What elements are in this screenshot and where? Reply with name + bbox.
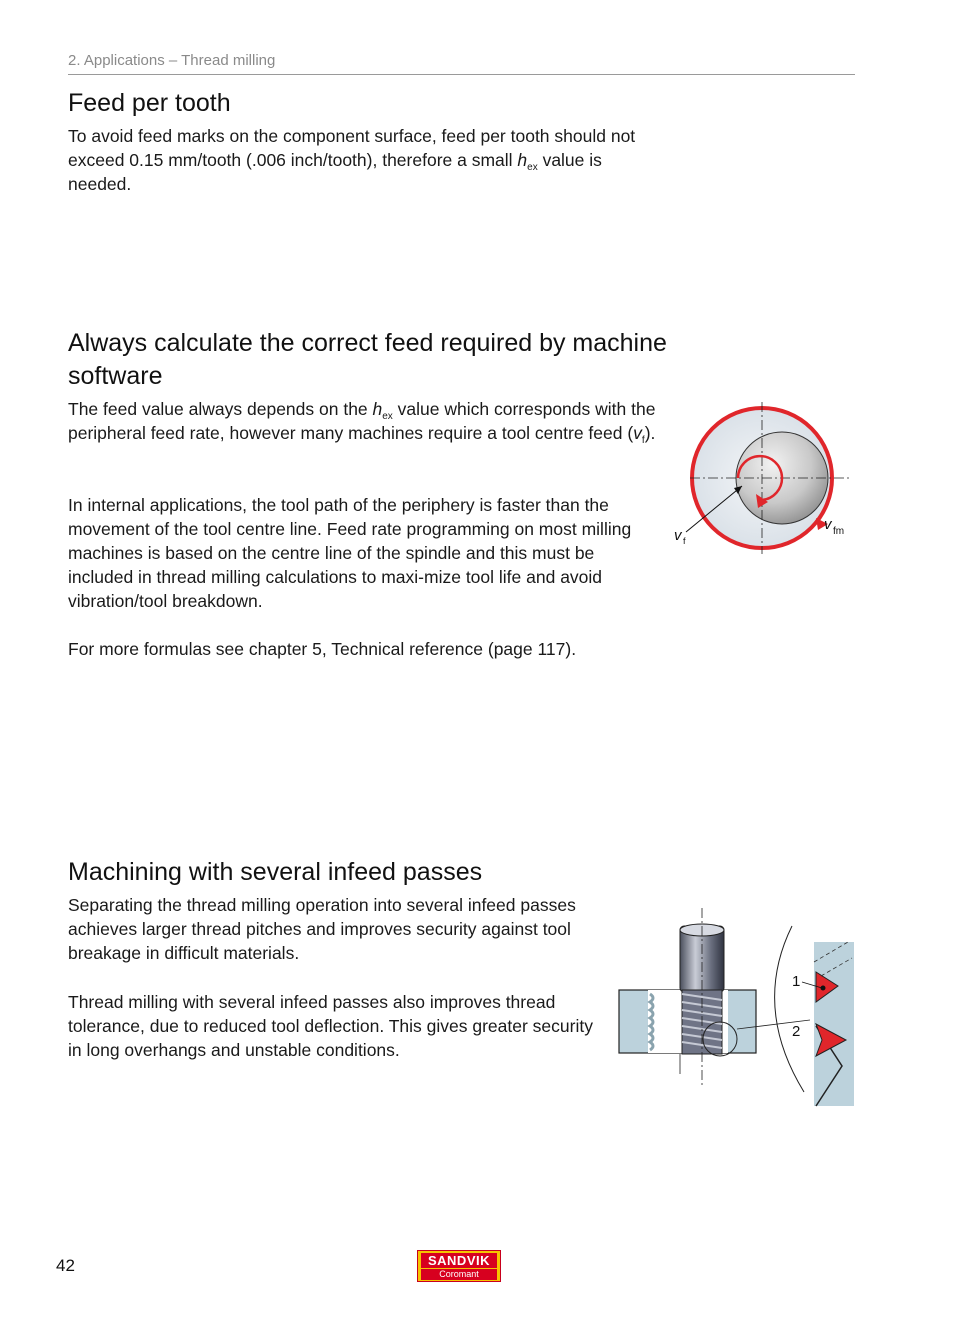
- vfm-label-var: v: [824, 516, 832, 533]
- infeed-passes-diagram: [616, 902, 858, 1112]
- section2-paragraph-1: The feed value always depends on the $h_{ex}$ value which corresponds with the peripheral feed rate, however many machines require a tool centre feed $(v_f)$.: [68, 399, 656, 446]
- logo-subbrand: Coromant: [421, 1269, 497, 1280]
- section3-paragraph-1: Separating the thread milling operation into several infeed passes achieves larger thread pitches and improves security against tool breakage in difficult materials.: [68, 895, 576, 963]
- logo-wordmark: SANDVIK: [421, 1253, 497, 1268]
- page-number: 42: [56, 1256, 75, 1275]
- section2-paragraph-3: For more formulas see chapter 5, Technical reference (page 117).: [68, 639, 577, 659]
- sandvik-coromant-logo: [417, 1250, 501, 1282]
- pass-2-label: 2: [792, 1023, 801, 1040]
- vfm-label-sub: fm: [833, 526, 845, 537]
- vf-label-var: v: [674, 527, 682, 544]
- vf-label-sub: f: [683, 536, 686, 546]
- section-title-calculate-feed: Always calculate the correct feed required by machine software: [68, 329, 667, 390]
- section3-paragraph-2: Thread milling with several infeed passes also improves thread tolerance, due to reduced tool deflection. This gives greater security in long overhangs and unstable conditions.: [68, 992, 593, 1060]
- section-title-infeed-passes: Machining with several infeed passes: [68, 858, 483, 886]
- header-rule: [68, 74, 855, 75]
- detail-arc: [775, 926, 804, 1092]
- section1-paragraph: To avoid feed marks on the component surface, feed per tooth should not exceed 0.15 mm/tooth (.006 inch/tooth), therefore a small $h_{ex}$ value is needed.: [68, 126, 636, 194]
- section2-paragraph-2: In internal applications, the tool path of the periphery is faster than the movement of the tool centre line. Feed rate programming on most milling machines is based on the centre line of the spindle and this must be included in thread milling calculations to maxi-mize tool life and avoid vibration/tool breakdown.: [68, 495, 632, 611]
- pass-1-label: 1: [792, 973, 801, 990]
- section-title-feed-per-tooth: Feed per tooth: [68, 89, 231, 117]
- tool-path-diagram: [668, 398, 858, 558]
- breadcrumb: 2. Applications – Thread milling: [68, 52, 276, 69]
